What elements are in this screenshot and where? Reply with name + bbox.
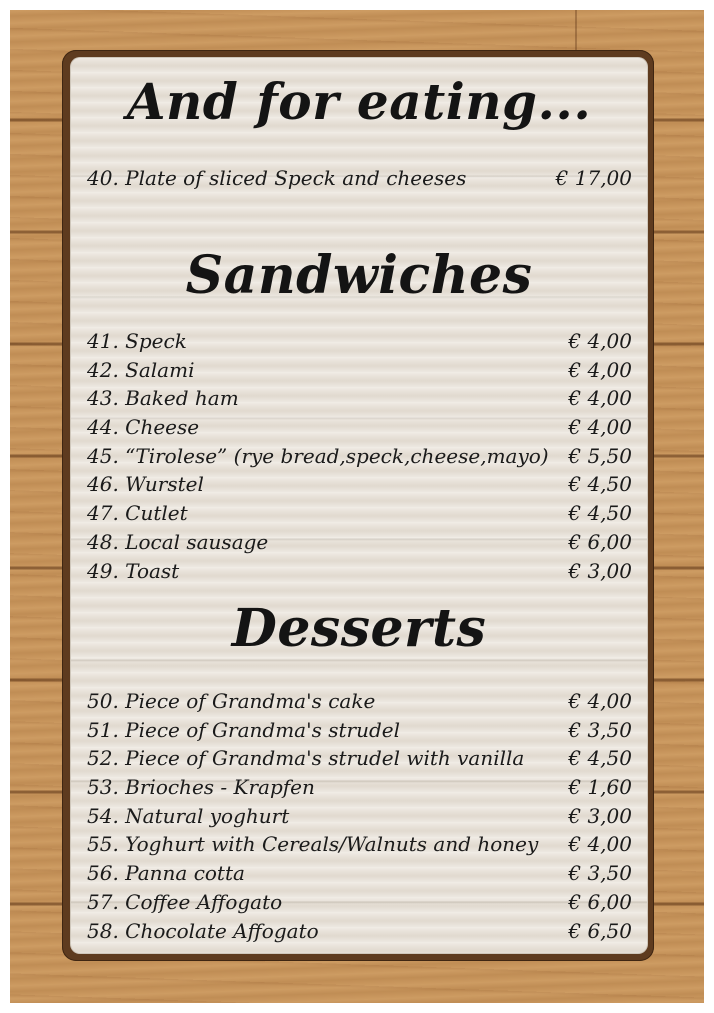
menu-item-name: 50. Piece of Grandma's cake	[87, 689, 376, 713]
menu-item-price: € 4,00	[568, 415, 632, 440]
section-title-desserts: Desserts	[231, 598, 487, 659]
menu-item	[87, 166, 632, 195]
menu-item-name: 47. Cutlet	[87, 501, 188, 526]
menu-item-price: € 3,00	[568, 558, 632, 583]
menu-item-price: € 6,00	[568, 889, 632, 914]
menu-item	[87, 358, 632, 387]
menu-item	[87, 559, 632, 588]
menu-item	[87, 415, 632, 444]
menu-item-price: € 4,00	[568, 357, 632, 382]
menu-item-name: 54. Natural yoghurt	[87, 803, 290, 828]
menu-item-price: € 4,50	[568, 472, 632, 497]
menu-item-price: € 4,00	[568, 832, 632, 857]
menu-item-name: 42. Salami	[87, 357, 195, 382]
menu-item-name: 51. Piece of Grandma's strudel	[87, 717, 400, 742]
menu-item-price: € 17,00	[555, 166, 632, 190]
menu-item-price: € 1,60	[568, 775, 632, 800]
menu-list-sandwiches	[87, 329, 632, 587]
menu-item	[87, 919, 632, 948]
menu-item	[87, 775, 632, 804]
menu-item-price: € 4,50	[568, 501, 632, 526]
menu-item	[87, 444, 632, 473]
menu-item	[87, 861, 632, 890]
menu-item-name: 48. Local sausage	[87, 529, 269, 554]
menu-item	[87, 746, 632, 775]
menu-item-price: € 4,50	[568, 746, 632, 771]
menu-item-name: 55. Yoghurt with Cereals/Walnuts and honey	[87, 832, 539, 857]
menu-item-price: € 4,00	[568, 689, 632, 713]
menu-item	[87, 804, 632, 833]
menu-item	[87, 472, 632, 501]
menu-item-name: 56. Panna cotta	[87, 861, 245, 886]
menu-item-price: € 3,00	[568, 803, 632, 828]
menu-item-name: 43. Baked ham	[87, 386, 239, 411]
menu-item	[87, 890, 632, 919]
menu-list-desserts	[87, 689, 632, 947]
menu-item-name: 45. “Tirolese” (rye bread,speck,cheese,mayo)	[87, 443, 549, 468]
menu-item-price: € 6,50	[568, 918, 632, 943]
menu-item-name: 53. Brioches - Krapfen	[87, 775, 315, 800]
menu-item-name: 40. Plate of sliced Speck and cheeses	[87, 166, 467, 190]
menu-item	[87, 386, 632, 415]
menu-item-name: 58. Chocolate Affogato	[87, 918, 319, 943]
menu-item-price: € 4,00	[568, 386, 632, 411]
menu-item	[87, 329, 632, 358]
menu-item-name: 57. Coffee Affogato	[87, 889, 283, 914]
wood-seam	[575, 10, 577, 50]
menu-list-eating	[87, 166, 632, 195]
menu-item-price: € 3,50	[568, 861, 632, 886]
menu-item-price: € 4,00	[568, 329, 632, 353]
section-title-eating: And for eating...	[126, 72, 592, 131]
menu-item-name: 41. Speck	[87, 329, 187, 353]
menu-item-price: € 6,00	[568, 529, 632, 554]
section-title-sandwiches: Sandwiches	[185, 245, 533, 306]
menu-item	[87, 689, 632, 718]
menu-item-price: € 3,50	[568, 717, 632, 742]
menu-item	[87, 530, 632, 559]
menu-item	[87, 501, 632, 530]
menu-item-name: 44. Cheese	[87, 415, 200, 440]
menu-item-name: 46. Wurstel	[87, 472, 204, 497]
menu-item-name: 49. Toast	[87, 558, 180, 583]
menu-item-price: € 5,50	[568, 443, 632, 468]
menu-item	[87, 718, 632, 747]
menu-item-name: 52. Piece of Grandma's strudel with vanilla	[87, 746, 525, 771]
menu-item	[87, 832, 632, 861]
